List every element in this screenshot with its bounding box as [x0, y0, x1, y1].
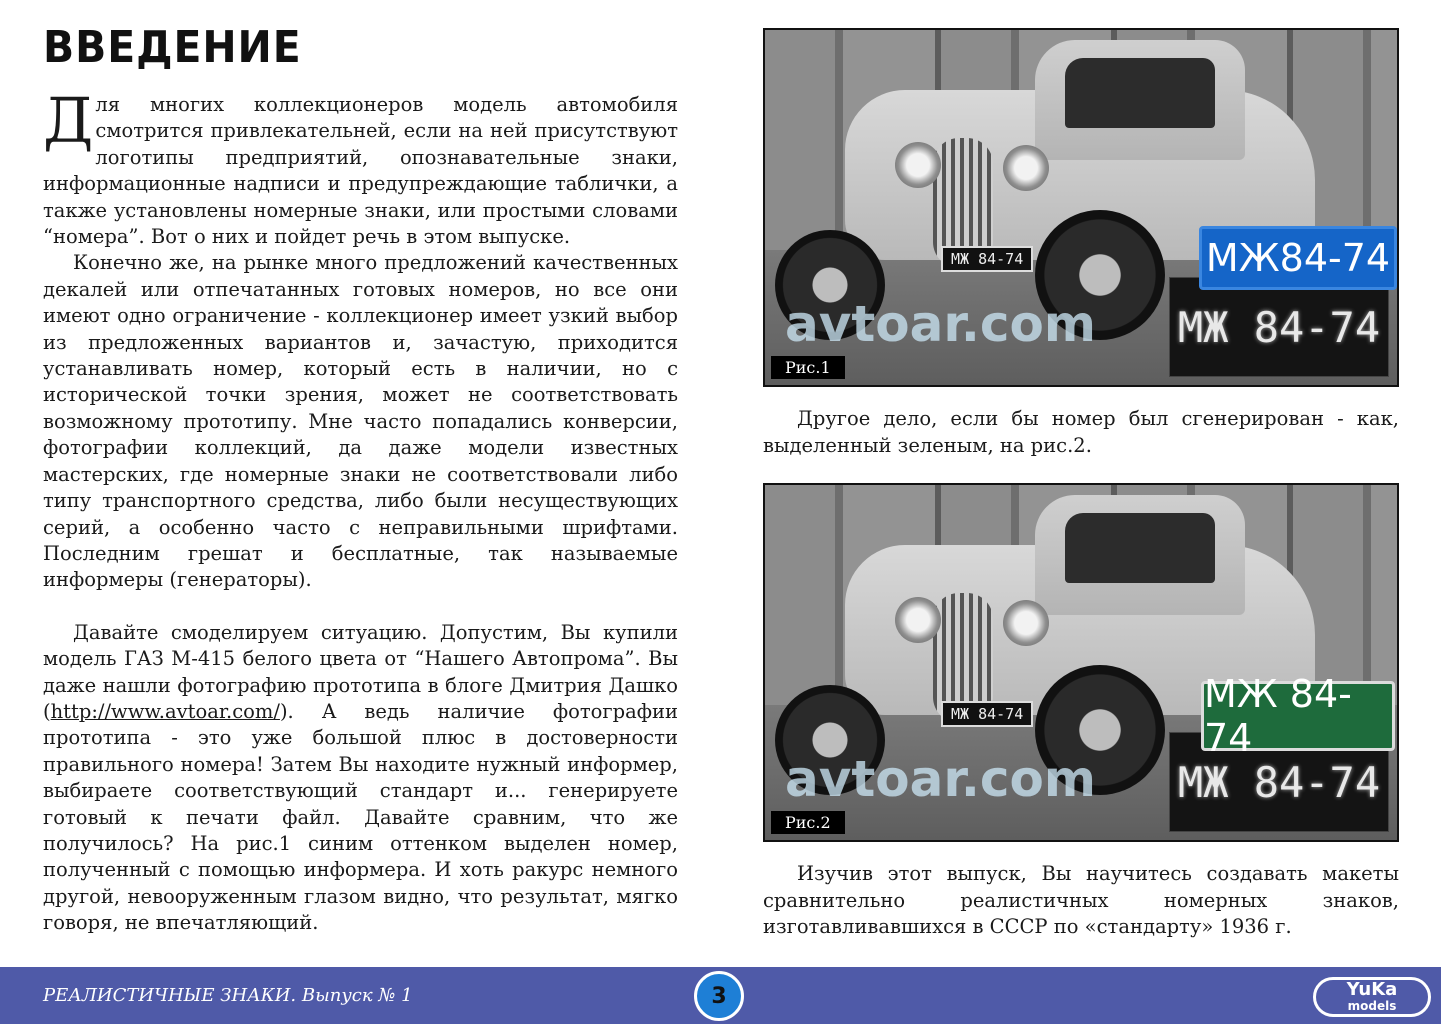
closing-text: Изучив этот выпуск, Вы научитесь создавать макеты сравнительно реалистичных номерных знаков, изготавливавшихся в СССР по «стандарту» 1936 г.: [763, 862, 1399, 939]
figure-2-photo: [763, 483, 1399, 842]
truck-license-plate: МЖ 84-74: [941, 246, 1033, 272]
truck-window: [1065, 513, 1215, 583]
headlamp-left: [895, 597, 941, 643]
figure-1-label: Рис.1: [771, 356, 845, 379]
figure-1-caption-text: Другое дело, если бы номер был сгенерирован - как, выделенный зеленым, на рис.2.: [763, 407, 1399, 457]
headlamp-right: [1003, 600, 1049, 646]
headlamp-left: [895, 142, 941, 188]
intro-paragraph-3-end: ). А ведь наличие фотографии прототипа - это уже большой плюс в достоверности правильного номера! Затем Вы находите нужный информер, выбираете соответствующий стандарт и... генерируете готовый к печати файл. Давайте сравним, что же получилось? На рис.1 синим оттенком выделен номер, полученный с помощью информера. И хоть ракурс немного другой, невооруженным глазом видно, что результат, мягко говоря, не впечатляющий.: [43, 699, 678, 935]
intro-paragraph-1: [43, 84, 678, 250]
avtoar-link[interactable]: http://www.avtoar.com/: [50, 699, 280, 723]
generated-plate-blue: МЖ84-74: [1199, 226, 1397, 290]
intro-paragraph-3: [43, 620, 678, 937]
logo-text-bottom: models: [1347, 999, 1397, 1013]
page-number-badge: 3: [694, 971, 744, 1021]
intro-paragraph-1-text: ля многих коллекционеров модель автомобиля смотрится привлекательней, если на ней присутствуют логотипы предприятий, опознавательные знаки, информационные надписи и предупреждающие таблички, а также установлены номерные знаки, или простыми словами “номера”. Вот о них и пойдет речь в этом выпуске.: [43, 93, 678, 249]
generated-plate-green: МЖ 84-74: [1201, 681, 1395, 751]
intro-paragraph-2: Конечно же, на рынке много предложений качественных декалей или отпечатанных готовых номеров, но все они имеют одно ограничение - коллекционер имеет узкий выбор из предложенных вариантов и, зачастую, приходится устанавливать номер, который есть в наличии, но с исторической точки зрения, может не соответствовать возможному прототипу. Мне часто попадались конверсии, фотографии коллекций, да даже модели известных мастерских, где номерные знаки не соответствовали либо типу транспортного средства, либо были несуществующих серий, а особенно часто с неправильными шрифтами. Последним грешат и бесплатные, так называемые информеры (генераторы).: [43, 251, 678, 592]
drop-cap: Д: [43, 84, 94, 157]
logo-text-top: YuKa: [1346, 979, 1398, 1000]
intro-paragraph-3-start: Давайте смоделируем ситуацию. Допустим, Вы купили модель ГАЗ М-415 белого цвета от “Нашего Автопрома”. Вы даже нашли фотографию прототипа в блоге Дмитрия Дашко (: [43, 620, 678, 723]
watermark: avtoar.com: [785, 750, 1096, 808]
page-footer: [0, 967, 1441, 1024]
page-heading: ВВЕДЕНИЕ: [43, 22, 302, 73]
zoomed-original-plate: МЖ 84-74: [1169, 277, 1389, 377]
watermark: avtoar.com: [785, 295, 1096, 353]
truck-license-plate: МЖ 84-74: [941, 701, 1033, 727]
intro-text-column: [43, 84, 678, 937]
figure-2-label: Рис.2: [771, 811, 845, 834]
headlamp-right: [1003, 145, 1049, 191]
truck-window: [1065, 58, 1215, 128]
footer-title: РЕАЛИСТИЧНЫЕ ЗНАКИ. Выпуск № 1: [43, 985, 413, 1006]
zoomed-original-plate: МЖ 84-74: [1169, 732, 1389, 832]
yuka-models-logo: [1313, 977, 1431, 1017]
figure-1-photo: [763, 28, 1399, 387]
